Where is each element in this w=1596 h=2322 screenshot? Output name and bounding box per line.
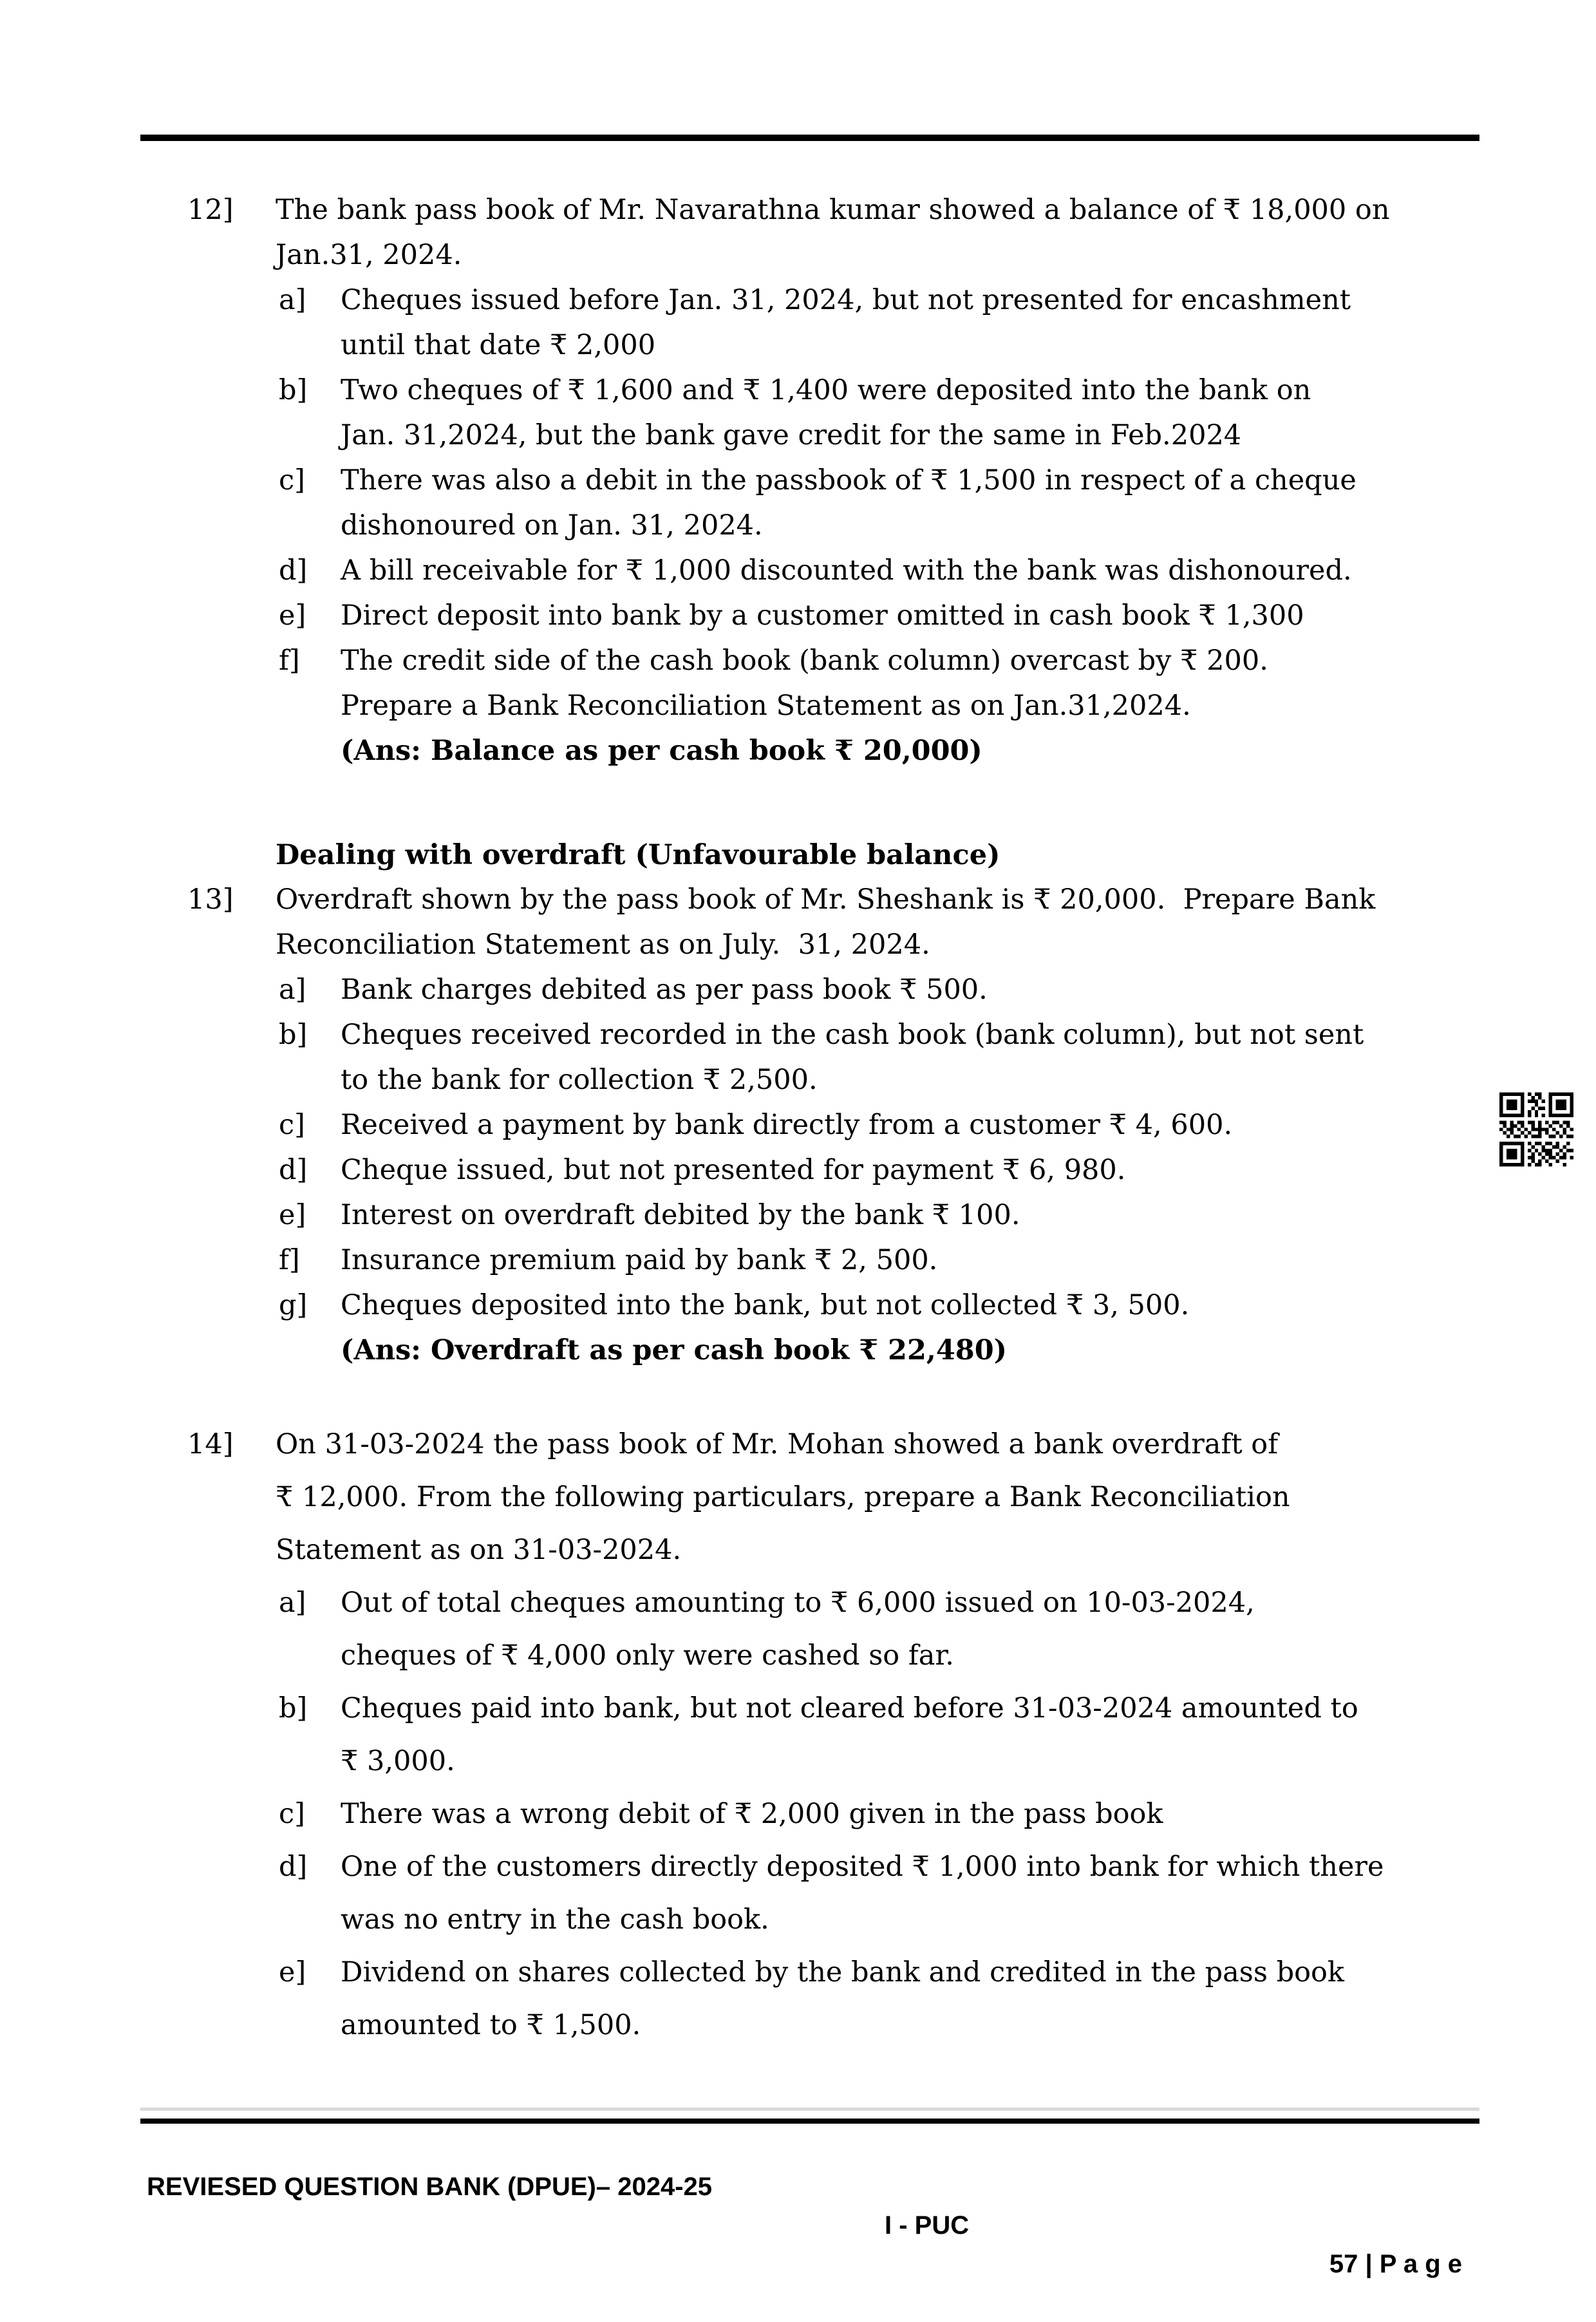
- line-text: Interest on overdraft debited by the bank ₹ 100.: [341, 1199, 1020, 1231]
- line-text: The bank pass book of Mr. Navarathna kumar showed a balance of ₹ 18,000 on: [276, 194, 1390, 226]
- line-text: There was a wrong debit of ₹ 2,000 given in the pass book: [341, 1798, 1163, 1830]
- item-letter: b]: [279, 1692, 308, 1724]
- line-text: A bill receivable for ₹ 1,000 discounted with the bank was dishonoured.: [341, 554, 1352, 587]
- question-line: [0, 1840, 1596, 1893]
- question-line: [0, 1147, 1596, 1193]
- item-letter: a]: [279, 1587, 306, 1619]
- item-letter: c]: [279, 1109, 305, 1141]
- question-line: [0, 1471, 1596, 1524]
- item-number: 14]: [187, 1428, 234, 1460]
- line-text: Jan. 31,2024, but the bank gave credit for the same in Feb.2024: [341, 419, 1242, 451]
- line-text: Cheques received recorded in the cash book (bank column), but not sent: [341, 1019, 1364, 1051]
- section-heading: Dealing with overdraft (Unfavourable balance): [276, 839, 1000, 871]
- question-line: [0, 413, 1596, 458]
- answer-text: (Ans: Overdraft as per cash book ₹ 22,480): [341, 1334, 1007, 1366]
- question-line: [0, 877, 1596, 922]
- line-text: Out of total cheques amounting to ₹ 6,000 issued on 10-03-2024,: [341, 1587, 1255, 1619]
- line-text: Cheques deposited into the bank, but not collected ₹ 3, 500.: [341, 1289, 1190, 1321]
- question-line: [0, 1193, 1596, 1238]
- question-line: [0, 1788, 1596, 1840]
- question-line: [0, 1576, 1596, 1629]
- question-line: [0, 922, 1596, 967]
- item-letter: b]: [279, 374, 308, 406]
- footer: [0, 2129, 1596, 2278]
- question-line: [0, 278, 1596, 323]
- item-letter: d]: [279, 554, 308, 587]
- line-text: Reconciliation Statement as on July. 31, 2024.: [276, 929, 930, 961]
- item-letter: c]: [279, 464, 305, 496]
- line-text: amounted to ₹ 1,500.: [341, 2009, 641, 2041]
- footer-document-title: REVIESED QUESTION BANK (DPUE)– 2024-25: [147, 2173, 713, 2201]
- question-line: [0, 1946, 1596, 1999]
- footer-page-number: 57 | P a g e: [1329, 2250, 1462, 2278]
- line-text: cheques of ₹ 4,000 only were cashed so far.: [341, 1639, 954, 1672]
- item-letter: e]: [279, 1199, 306, 1231]
- question-line: [0, 323, 1596, 368]
- footer-course-label: I - PUC: [885, 2211, 970, 2240]
- question-14: [0, 1418, 1596, 2052]
- line-text: Direct deposit into bank by a customer omitted in cash book ₹ 1,300: [341, 599, 1304, 632]
- qr-code: [1499, 1092, 1573, 1167]
- question-line: [0, 458, 1596, 503]
- question-line: [0, 1629, 1596, 1682]
- footer-rule-black: [140, 2119, 1479, 2124]
- question-line: [0, 967, 1596, 1012]
- question-13: [0, 877, 1596, 1373]
- item-letter: f]: [279, 1244, 300, 1276]
- question-line: [0, 1999, 1596, 2052]
- line-text: Received a payment by bank directly from a customer ₹ 4, 600.: [341, 1109, 1233, 1141]
- line-text: until that date ₹ 2,000: [341, 329, 656, 361]
- question-line: [0, 187, 1596, 232]
- line-text: The credit side of the cash book (bank column) overcast by ₹ 200.: [341, 645, 1268, 677]
- line-text: Two cheques of ₹ 1,600 and ₹ 1,400 were deposited into the bank on: [341, 374, 1311, 406]
- line-text: Cheques issued before Jan. 31, 2024, but not presented for encashment: [341, 284, 1351, 316]
- line-text: Bank charges debited as per pass book ₹ 500.: [341, 974, 988, 1006]
- answer-text: (Ans: Balance as per cash book ₹ 20,000): [341, 735, 982, 767]
- item-letter: g]: [279, 1289, 308, 1321]
- line-text: was no entry in the cash book.: [341, 1903, 769, 1936]
- question-line: [0, 503, 1596, 548]
- top-border-rule: [140, 135, 1479, 141]
- question-line: [0, 1418, 1596, 1471]
- question-line: [0, 1012, 1596, 1057]
- line-text: Overdraft shown by the pass book of Mr. Sheshank is ₹ 20,000. Prepare Bank: [276, 883, 1376, 916]
- question-line: [0, 638, 1596, 683]
- line-text: ₹ 3,000.: [341, 1745, 455, 1777]
- item-letter: b]: [279, 1019, 308, 1051]
- line-text: On 31-03-2024 the pass book of Mr. Mohan showed a bank overdraft of: [276, 1428, 1279, 1460]
- answer-line: [0, 1328, 1596, 1373]
- item-number: 13]: [187, 883, 234, 916]
- item-letter: e]: [279, 1956, 306, 1988]
- question-line: [0, 683, 1596, 728]
- question-line: [0, 1057, 1596, 1102]
- line-text: Statement as on 31-03-2024.: [276, 1534, 682, 1566]
- line-text: One of the customers directly deposited ₹ 1,000 into bank for which there: [341, 1851, 1384, 1883]
- question-12: [0, 187, 1596, 773]
- footer-rule-gray: [140, 2108, 1479, 2111]
- line-text: There was also a debit in the passbook of ₹ 1,500 in respect of a cheque: [341, 464, 1357, 496]
- line-text: Insurance premium paid by bank ₹ 2, 500.: [341, 1244, 938, 1276]
- item-letter: a]: [279, 974, 306, 1006]
- line-text: ₹ 12,000. From the following particulars, prepare a Bank Reconciliation: [276, 1481, 1290, 1513]
- question-line: [0, 1238, 1596, 1283]
- question-line: [0, 368, 1596, 413]
- question-line: [0, 548, 1596, 593]
- item-letter: a]: [279, 284, 306, 316]
- answer-line: [0, 728, 1596, 773]
- line-text: dishonoured on Jan. 31, 2024.: [341, 509, 763, 542]
- question-line: [0, 1893, 1596, 1946]
- line-text: Cheque issued, but not presented for payment ₹ 6, 980.: [341, 1154, 1126, 1186]
- question-line: [0, 232, 1596, 278]
- line-text: Prepare a Bank Reconciliation Statement as on Jan.31,2024.: [341, 690, 1191, 722]
- item-letter: c]: [279, 1798, 305, 1830]
- question-line: [0, 1102, 1596, 1147]
- item-letter: d]: [279, 1154, 308, 1186]
- question-line: [0, 1524, 1596, 1576]
- question-line: [0, 1283, 1596, 1328]
- question-line: [0, 593, 1596, 638]
- item-letter: f]: [279, 645, 300, 677]
- question-line: [0, 1735, 1596, 1788]
- line-text: to the bank for collection ₹ 2,500.: [341, 1064, 818, 1096]
- item-letter: d]: [279, 1851, 308, 1883]
- line-text: Jan.31, 2024.: [276, 239, 462, 271]
- line-text: Dividend on shares collected by the bank and credited in the pass book: [341, 1956, 1344, 1988]
- line-text: Cheques paid into bank, but not cleared before 31-03-2024 amounted to: [341, 1692, 1358, 1724]
- item-letter: e]: [279, 599, 306, 632]
- item-number: 12]: [187, 194, 234, 226]
- question-line: [0, 1682, 1596, 1735]
